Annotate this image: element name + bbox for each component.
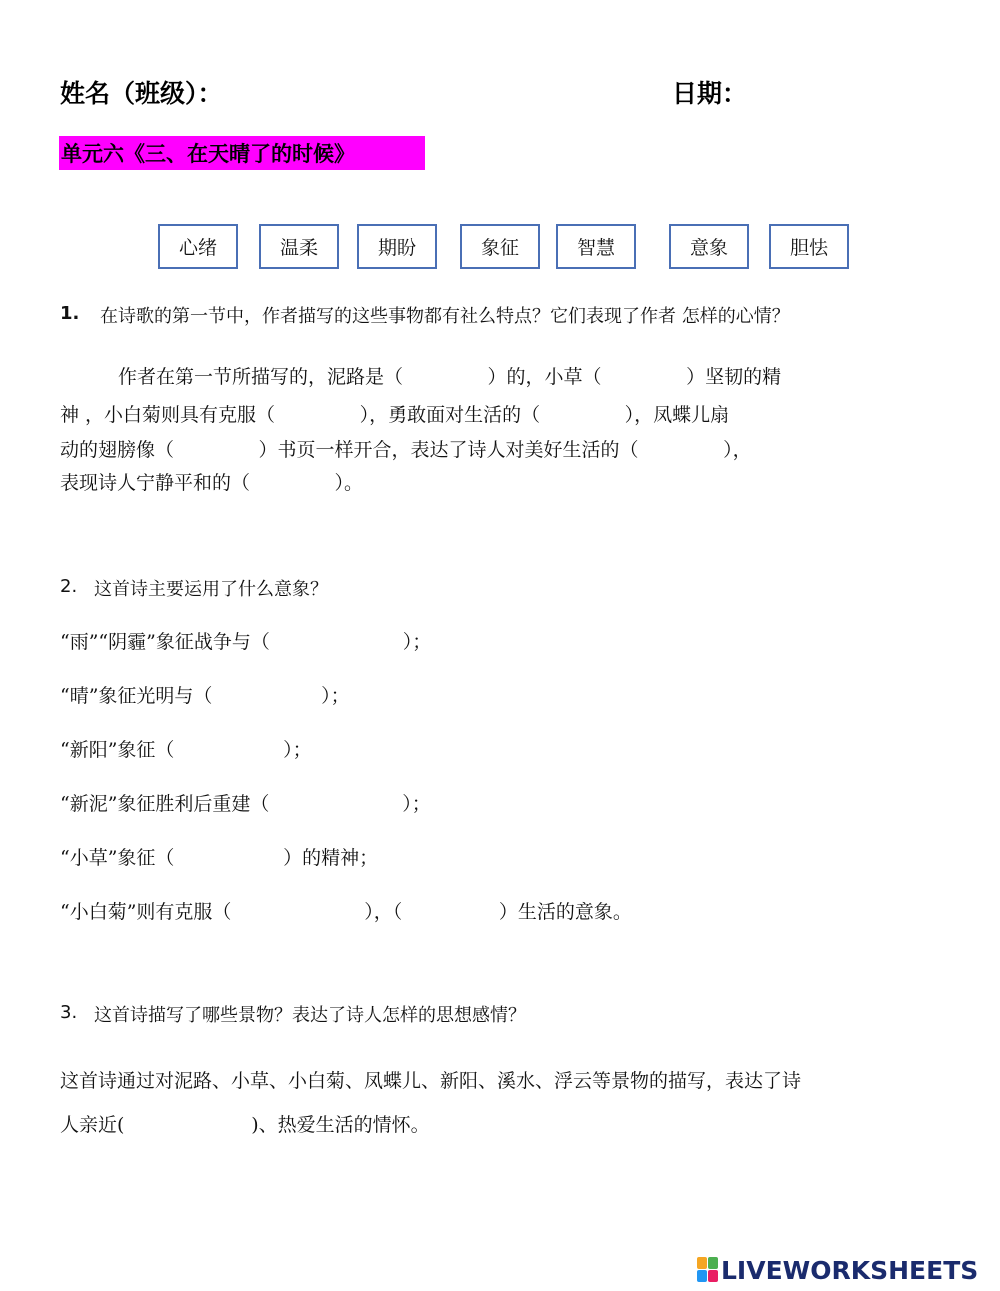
q1-blank-2[interactable]	[722, 360, 834, 392]
q3-blank-1[interactable]	[142, 1108, 348, 1140]
liveworksheets-logo	[697, 1252, 978, 1288]
q1-blank-3[interactable]	[328, 398, 462, 430]
date-label: 日期：	[672, 79, 748, 108]
q2-blank-4[interactable]	[336, 787, 512, 819]
q2-blank-6[interactable]	[290, 895, 490, 927]
q1-question: 在诗歌的第一节中，作者描写的这些事物都有社么特点？它们表现了作者 怎样的心情？	[100, 306, 790, 327]
word-bank-item[interactable]: 心绪	[158, 224, 238, 269]
logo-text: LIVEWORKSHEETS	[721, 1255, 979, 1285]
liveworksheets-logo-icon	[697, 1257, 719, 1283]
q2-question: 这首诗主要运用了什么意象？	[94, 579, 328, 600]
word-bank-item[interactable]: 胆怯	[769, 224, 849, 269]
q3-number: 3.	[60, 1002, 78, 1023]
q2-number: 2.	[60, 576, 78, 597]
word-bank-item[interactable]: 温柔	[259, 224, 339, 269]
q1-blank-4[interactable]	[692, 398, 812, 430]
q2-blank-7[interactable]	[566, 895, 690, 927]
q3-line-1: 这首诗通过对泥路、小草、小白菊、凤蝶儿、新阳、溪水、浮云等景物的描写，表达了诗	[60, 1070, 802, 1092]
q2-line-2: “晴”象征光明与（ ）；	[60, 685, 350, 707]
q1-line-3: 动的翅膀像（ ）书页一样开合，表达了诗人对美好生活的（ ），	[60, 439, 752, 461]
word-bank-item[interactable]: 智慧	[556, 224, 636, 269]
q1-line-2: 神 ，小白菊则具有克服（ ），勇敢面对生活的（ ），凤蝶儿扇	[60, 404, 730, 426]
q2-line-3: “新阳”象征（ ）；	[60, 739, 312, 761]
q2-line-6: “小白菊”则有克服（ ），（ ）生活的意象。	[60, 901, 632, 923]
q3-line-2: 人亲近( )、热爱生活的情怀。	[60, 1114, 430, 1136]
q2-blank-3[interactable]	[218, 733, 346, 765]
q1-line-4: 表现诗人宁静平和的（ ）。	[60, 472, 364, 494]
word-bank-item[interactable]: 象征	[460, 224, 540, 269]
q3-question: 这首诗描写了哪些景物？表达了诗人怎样的思想感情？	[94, 1005, 526, 1026]
q1-blank-5[interactable]	[200, 433, 324, 465]
q2-line-5: “小草”象征（ ）的精神；	[60, 847, 379, 869]
q2-line-4: “新泥”象征胜利后重建（ ）；	[60, 793, 431, 815]
name-label: 姓名（班级）：	[60, 79, 223, 108]
q2-blank-2[interactable]	[268, 679, 408, 711]
q1-blank-7[interactable]	[290, 466, 428, 498]
name-input[interactable]	[250, 72, 650, 104]
q2-line-1: “雨”“阴霾”象征战争与（ ）；	[60, 631, 432, 653]
q1-blank-6[interactable]	[784, 433, 906, 465]
word-bank-item[interactable]: 期盼	[357, 224, 437, 269]
word-bank-item[interactable]: 意象	[669, 224, 749, 269]
q1-number: 1.	[60, 303, 80, 324]
worksheet-title: 单元六《三、在天晴了的时候》	[61, 142, 355, 166]
date-input[interactable]	[745, 72, 965, 104]
q2-blank-5[interactable]	[218, 841, 378, 873]
q1-blank-1[interactable]	[470, 360, 574, 392]
q2-blank-1[interactable]	[362, 625, 518, 657]
q1-line-1: 作者在第一节所描写的，泥路是（ ）的，小草（ ）坚韧的精	[118, 366, 782, 388]
